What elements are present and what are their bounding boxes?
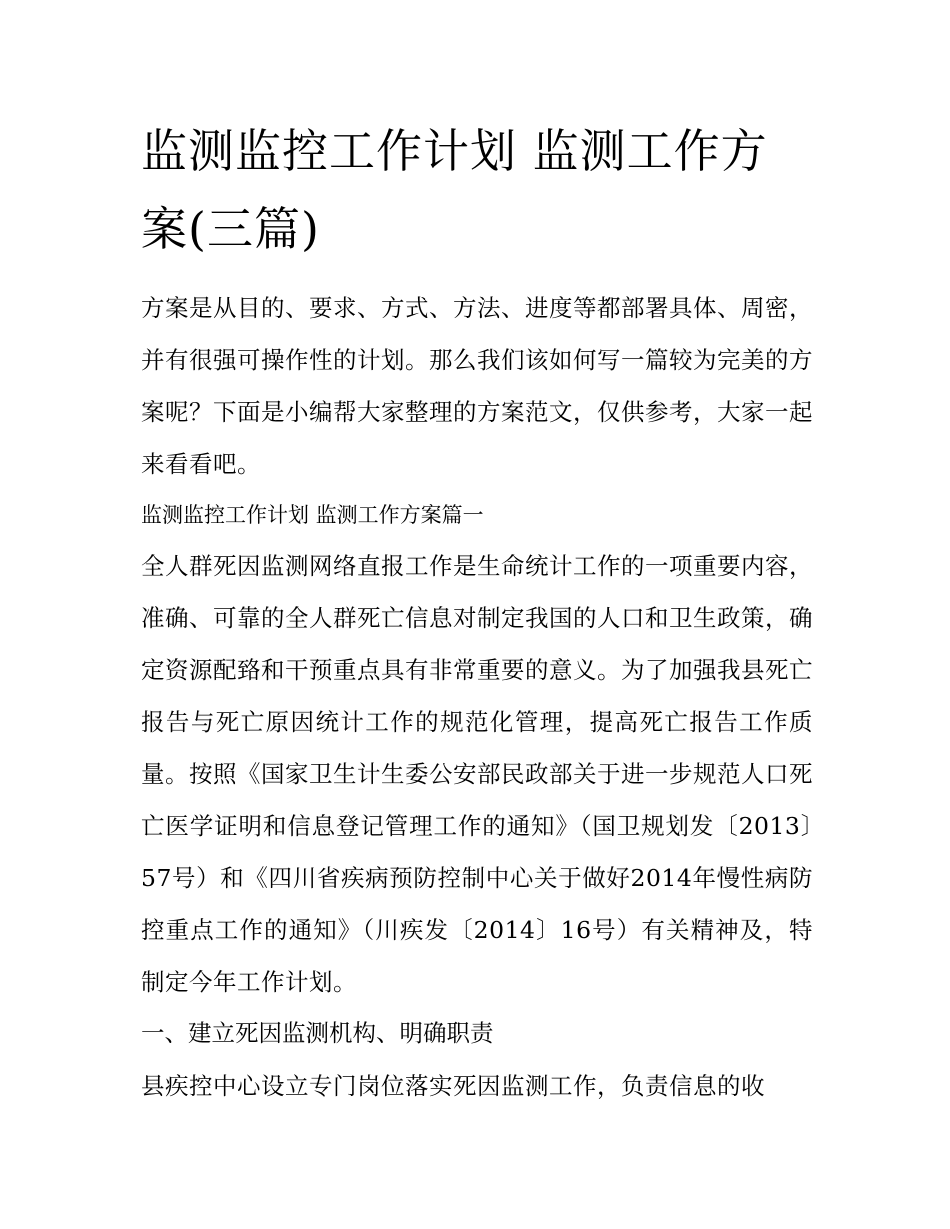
document-title: 监测监控工作计划 监测工作方案(三篇) <box>141 124 768 256</box>
body-paragraph: 全人群死因监测网络直报工作是生命统计工作的一项重要内容，准确、可靠的全人群死亡信息对制定我国的人口和卫生政策，确定资源配臵和干预重点具有非常重要的意义。为了加强我县死亡报告与死亡原因统计工作的规范化管理，提高死亡报告工作质量。按照《国家卫生计生委公安部民政部关于进一步规范人口死亡医学证明和信息登记管理工作的通知》（国卫规划发〔2013〕57号）和《四川省疾病预防控制中心关于做好2014年慢性病防控重点工作的通知》（川疾发〔2014〕16号）有关精神及，特制定今年工作计划。 <box>141 552 813 996</box>
section-heading: 一、建立死因监测机构、明确职责 <box>141 1019 494 1047</box>
section-paragraph: 县疾控中心设立专门岗位落实死因监测工作，负责信息的收 <box>141 1072 765 1100</box>
document-content <box>141 112 813 1112</box>
article-subheading: 监测监控工作计划 监测工作方案篇一 <box>141 503 484 527</box>
intro-paragraph: 方案是从目的、要求、方式、方法、进度等都部署具体、周密，并有很强可操作性的计划。那么我们该如何写一篇较为完美的方案呢？下面是小编帮大家整理的方案范文，仅供参考，大家一起来看看吧。 <box>141 294 813 478</box>
